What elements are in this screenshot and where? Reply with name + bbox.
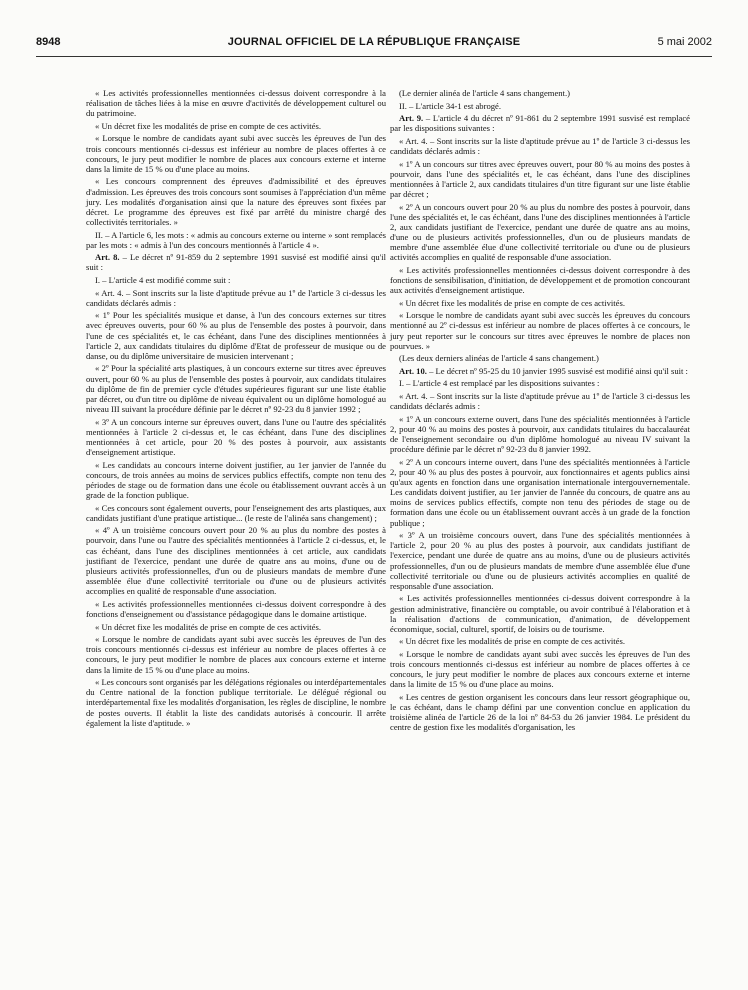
paragraph-text: « Les candidats au concours interne doivent justifier, au 1er janvier de l'année du concours, de trois années au moins de services publics effectifs, compte non tenu des périodes de stage ou de formation dans une école ou établissement ouvrant accès à un grade de la fonction publique.: [86, 459, 386, 501]
paragraph-text: « Lorsque le nombre de candidats ayant subi avec succès les épreuves de l'un des trois concours mentionnés ci-dessus est inférieur au nombre de places offertes à ce concours, le jury peut modifier le nombre de places aux concours externe et interne dans la limite de 15 % ou d'une place au moins.: [86, 634, 386, 675]
article-heading: Art. 10.: [399, 365, 427, 376]
paragraph-text: « 2º A un concours interne ouvert, dans l'une des spécialités mentionnées à l'article 2, pour 40 % au plus des postes à pourvoir, aux fonctionnaires et agents publics ainsi qu'aux agents en fonction dans une organisation internationale intergouvernementale. Les candidats doivent justifier, au 1er janvier de l'année du concours, de quatre ans au moins de services publics effectifs, compte non tenu des périodes de stage ou de formation dans une école ou un établissement ouvrant accès à un grade de la fonction publique ;: [390, 456, 690, 528]
paragraph-text: « 2º Pour la spécialité arts plastiques, à un concours externe sur titres avec épreuves ouvert, pour 60 % au plus de l'ensemble des postes à pourvoir, aux candidats titulaires du diplôme de fin de premier cycle d'études supérieures figurant sur une liste établie par décret, ou d'un titre ou diplôme de niveau équivalent ou un diplôme homologué au niveau III suivant la procédure définie par le décret nº 92-23 du 8 janvier 1992 ;: [86, 363, 386, 415]
paragraph: [86, 275, 386, 285]
paragraph: [390, 310, 690, 351]
paragraph-text: « 1º A un concours sur titres avec épreuves ouvert, pour 80 % au moins des postes à pourvoir, dans l'une des spécialités et, le cas échéant, dans l'une des disciplines mentionnées à l'article 2, aux candidats titulaires d'un titre figurant sur une liste établie par décret ;: [390, 158, 690, 199]
paragraph-text: « Les concours sont organisés par les délégations régionales ou interdépartementales du Centre national de la fonction publique territoriale. Le délégué régional ou interdépartemental fixe les modalités d'organisation, les règles de discipline, le nombre de postes ouverts. Il établit la liste des candidats autorisés à concourir. Il arrête également la liste d'aptitude. »: [86, 677, 386, 728]
paragraph: [390, 366, 690, 376]
paragraph-text: I. – L'article 4 est remplacé par les dispositions suivantes :: [399, 378, 600, 389]
paragraph: [86, 252, 386, 272]
paragraph-text: « Les activités professionnelles mentionnées ci-dessus doivent correspondre à des fonctions de sensibilisation, d'initiation, de développement et de promotion concourant aux activités d'enseignement artistique.: [390, 264, 690, 296]
paragraph-text: « Lorsque le nombre de candidats ayant subi avec succès les épreuves de l'un des trois concours mentionnés ci-dessus est inférieur au nombre de places offertes à ce concours, le jury peut modifier le nombre de places aux concours externe et interne dans la limite de 15 % ou d'une place au moins.: [86, 133, 386, 174]
paragraph-text: « Les activités professionnelles mentionnées ci-dessus doivent correspondre à des fonctions d'enseignement ou d'assistance pédagogique dans le domaine artistique.: [86, 598, 386, 619]
paragraph: [390, 593, 690, 634]
paragraph-text: – Le décret nº 95-25 du 10 janvier 1995 susvisé est modifié ainsi qu'il suit :: [426, 365, 688, 376]
right-column: [390, 88, 690, 735]
paragraph-text: (Les deux derniers alinéas de l'article 4 sans changement.): [399, 353, 599, 364]
paragraph-text: I. – L'article 4 est modifié comme suit :: [95, 275, 231, 285]
paragraph: [86, 503, 386, 523]
paragraph-text: « Un décret fixe les modalités de prise en compte de ces activités.: [399, 297, 625, 308]
paragraph-text: « 4º A un troisième concours ouvert pour 20 % au plus du nombre des postes à pourvoir, dans l'une ou l'autre des spécialités mentionnées à l'article 2 ci-dessus, et, le cas échéant, dans l'une des disciplines mentionnées à cet article, aux candidats justifiant de l'exercice, pendant une durée de quatre ans au moins, d'une ou de plusieurs activités professionnelles, d'un ou de plusieurs mandats de membre d'une assemblée élue d'une collectivité territoriale ou d'une ou de plusieurs activités accomplies en qualité de responsable d'une association.: [86, 525, 386, 597]
paragraph-text: « 2º A un concours ouvert pour 20 % au plus du nombre des postes à pourvoir, dans l'une des spécialités et, le cas échéant, dans l'une des disciplines mentionnées à l'article 2, aux candidats justifiant de l'exercice, pendant une durée de quatre ans au moins, d'une ou de plusieurs activités professionnelles, d'un ou de plusieurs mandats de membre d'une assemblée élue d'une collectivité territoriale ou d'une ou de plusieurs activités accomplies en qualité de responsable d'une association.: [390, 201, 690, 263]
journal-title: JOURNAL OFFICIEL DE LA RÉPUBLIQUE FRANÇAISE: [227, 36, 521, 48]
paragraph: [390, 101, 690, 111]
paragraph-text: (Le dernier alinéa de l'article 4 sans changement.): [399, 88, 570, 98]
paragraph: [86, 525, 386, 596]
paragraph-text: « Un décret fixe les modalités de prise en compte de ces activités.: [95, 120, 321, 131]
paragraph: [86, 599, 386, 619]
paragraph: [390, 414, 690, 455]
paragraph-text: « Lorsque le nombre de candidats ayant subi avec succès les épreuves du concours mentionné au 2º ci-dessus est inférieur au nombre de places offertes à ce concours, le jury peut reporter sur le concours sur titres avec épreuves le nombre de places non pourvues. »: [390, 310, 690, 351]
paragraph-text: « Les activités professionnelles mentionnées ci-dessus doivent correspondre à la réalisation de tâches liées à la mise en œuvre d'activités de développement culturel ou du patrimoine.: [86, 88, 386, 119]
paragraph: [390, 457, 690, 528]
paragraph: [86, 176, 386, 227]
paragraph: [390, 88, 690, 98]
paragraph-text: « Les concours comprennent des épreuves d'admissibilité et des épreuves d'admission. Les épreuves des trois concours sont soumises à l'appréciation d'un même jury. Les modalités d'organisation ainsi que la nature des épreuves sont fixées par décret. Le programme des épreuves est fixé par arrêté du ministre chargé des collectivités territoriales. »: [86, 176, 386, 228]
paragraph: [86, 121, 386, 131]
paragraph: [390, 136, 690, 156]
paragraph-text: « Art. 4. – Sont inscrits sur la liste d'aptitude prévue au 1º de l'article 3 ci-dessus les candidats déclarés admis :: [86, 287, 386, 308]
paragraph-text: « Les activités professionnelles mentionnées ci-dessus doivent correspondre à la gestion administrative, financière ou comptable, ou avoir contribué à l'élaboration et à la réalisation d'actions de communication, d'animation, de développement économique, social, culturel, sportif, de loisirs ou de tourisme.: [390, 593, 690, 634]
paragraph-text: – L'article 4 du décret nº 91-861 du 2 septembre 1991 susvisé est remplacé par les dispositions suivantes :: [390, 113, 691, 134]
paragraph-text: « Les centres de gestion organisent les concours dans leur ressort géographique ou, le cas échéant, dans le champ défini par une convention conclue en application du troisième alinéa de l'article 26 de la loi nº 84-53 du 26 janvier 1984. Le président du centre de gestion fixe les modalités d'organisation, les: [390, 692, 690, 733]
paragraph: [390, 159, 690, 200]
header-rule: [36, 56, 712, 57]
paragraph: [390, 298, 690, 308]
page-header: [36, 36, 712, 56]
paragraph: [86, 363, 386, 414]
paragraph: [390, 530, 690, 591]
paragraph: [390, 636, 690, 646]
paragraph: [86, 288, 386, 308]
left-column: [86, 88, 386, 730]
paragraph: [86, 230, 386, 250]
paragraph: [86, 417, 386, 458]
paragraph-text: « 1º Pour les spécialités musique et danse, à l'un des concours externes sur titres avec épreuves ouverts, pour 60 % au plus de l'ensemble des postes à pourvoir, dans l'une de ces spécialités et, le cas échéant, dans l'une des disciplines mentionnées à l'article 2, aux candidats titulaires du diplôme d'Etat de professeur de musique ou de danse, ou du diplôme universitaire de musicien intervenant ;: [86, 310, 386, 361]
paragraph: [86, 622, 386, 632]
paragraph-text: « Un décret fixe les modalités de prise en compte de ces activités.: [399, 636, 625, 647]
paragraph: [86, 460, 386, 501]
paragraph-text: « 3º A un troisième concours ouvert, dans l'une des spécialités mentionnées à l'article 2, pour 20 % au plus des postes à pourvoir, aux candidats justifiant de l'exercice, pendant une durée de quatre ans au moins, d'une ou de plusieurs activités professionnelles, d'un ou de plusieurs mandats de membre d'une assemblée élue d'une collectivité territoriale ou d'une ou de plusieurs activités accomplies en qualité de responsable d'une association.: [390, 530, 690, 591]
paragraph: [390, 353, 690, 363]
paragraph: [86, 634, 386, 675]
paragraph: [390, 265, 690, 295]
paragraph-text: « Un décret fixe les modalités de prise en compte de ces activités.: [95, 621, 321, 632]
article-heading: Art. 8.: [95, 252, 120, 263]
publication-date: 5 mai 2002: [657, 36, 712, 48]
paragraph: [390, 113, 690, 133]
paragraph: [390, 649, 690, 690]
paragraph: [390, 202, 690, 263]
paragraph: [86, 310, 386, 361]
paragraph: [86, 88, 386, 118]
paragraph-text: « 1º A un concours externe ouvert, dans l'une des spécialités mentionnées à l'article 2, pour 40 % au moins des postes à pourvoir, aux candidats titulaires du baccalauréat de l'enseignement secondaire ou d'un diplôme homologué au niveau IV suivant la procédure définie par le décret nº 92-23 du 8 janvier 1992.: [390, 413, 690, 455]
paragraph: [390, 692, 690, 733]
paragraph-text: « Art. 4. – Sont inscrits sur la liste d'aptitude prévue au 1º de l'article 3 ci-dessus les candidats déclarés admis :: [390, 390, 690, 412]
paragraph-text: « 3º A un concours interne sur épreuves ouvert, dans l'une ou l'autre des spécialités mentionnées à l'article 2 ci-dessus et, le cas échéant, dans l'une des disciplines mentionnées à cet article, pour 20 % des postes à pourvoir, aux assistants d'enseignement artistique.: [86, 416, 386, 458]
paragraph-text: II. – L'article 34-1 est abrogé.: [399, 100, 502, 111]
paragraph-text: « Ces concours sont également ouverts, pour l'enseignement des arts plastiques, aux candidats justifiant d'une pratique artistique... (le reste de l'alinéa sans changement) ;: [86, 502, 386, 523]
page-number: 8948: [36, 36, 61, 48]
paragraph: [390, 378, 690, 388]
paragraph-text: – Le décret nº 91-859 du 2 septembre 1991 susvisé est modifié ainsi qu'il suit :: [86, 252, 386, 273]
paragraph: [86, 677, 386, 728]
paragraph: [86, 133, 386, 174]
paragraph: [390, 391, 690, 411]
paragraph-text: II. – A l'article 6, les mots : « admis au concours externe ou interne » sont remplacés par les mots : « admis à l'un des concours mentionnés à l'article 4 ».: [86, 229, 386, 250]
article-heading: Art. 9.: [399, 113, 424, 124]
paragraph-text: « Art. 4. – Sont inscrits sur la liste d'aptitude prévue au 1º de l'article 3 ci-dessus les candidats déclarés admis :: [390, 135, 690, 156]
paragraph-text: « Lorsque le nombre de candidats ayant subi avec succès les épreuves de l'un des trois concours mentionnés ci-dessus est inférieur au nombre de places offertes à ce concours, le jury peut modifier le nombre de places aux concours externe et interne dans la limite de 15 % ou d'une place au moins.: [390, 649, 690, 690]
